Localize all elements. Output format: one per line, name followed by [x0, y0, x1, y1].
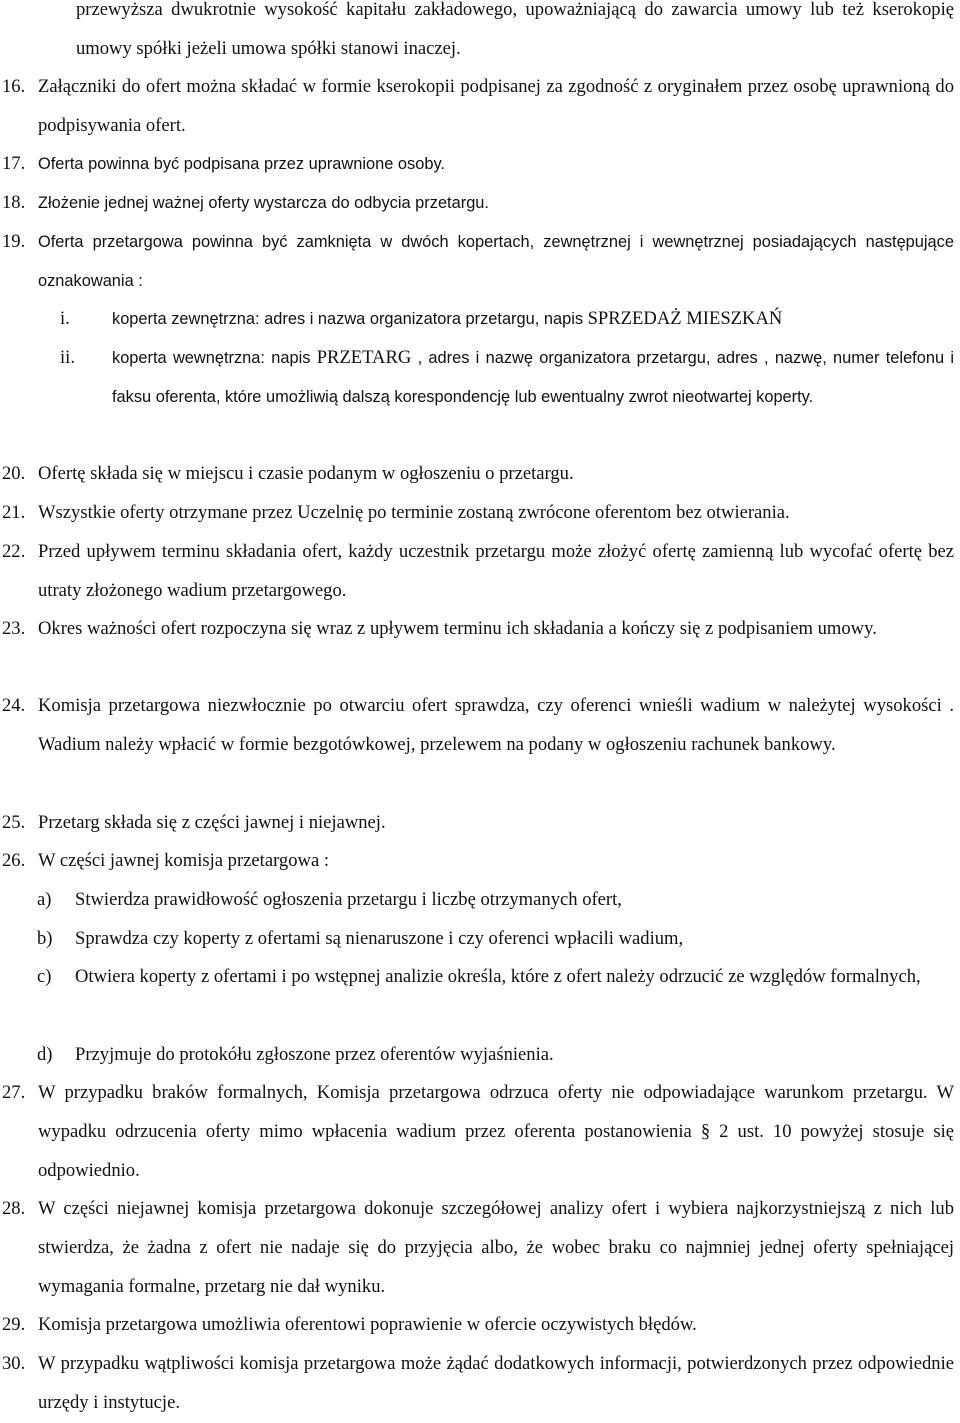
- list-item-30: [0, 1345, 954, 1423]
- item-text: W przypadku braków formalnych, Komisja przetargowa odrzuca oferty nie odpowiadające warunkom przetargu. W wypadku odrzucenia oferty mimo wpłacenia wadium przez oferenta postanowienia § 2 ust. 10 powyżej stosuje się odpowiednio.: [38, 1082, 954, 1181]
- list-item-b: [0, 920, 954, 959]
- list-item-21: [0, 494, 954, 533]
- list-item-16: [0, 68, 954, 146]
- item-number: 21.: [2, 502, 26, 523]
- list-item-c: [0, 958, 954, 997]
- item-text: Sprawdza czy koperty z ofertami są nienaruszone i czy oferenci wpłacili wadium,: [75, 928, 684, 949]
- list-item-28: [0, 1190, 954, 1306]
- item-text: Oferta powinna być podpisana przez uprawnione osoby.: [38, 155, 445, 173]
- item-text: Otwiera koperty z ofertami i po wstępnej analizie określa, które z ofert należy odrzucić ze względów formalnych,: [75, 966, 921, 987]
- item-text: Złożenie jednej ważnej oferty wystarcza do odbycia przetargu.: [38, 194, 489, 212]
- list-item-25: [0, 804, 954, 843]
- item-number: 27.: [2, 1082, 26, 1103]
- list-item-a: [0, 881, 954, 920]
- list-item-24: [0, 687, 954, 765]
- item-number: 20.: [2, 463, 26, 484]
- item-number: 25.: [2, 812, 26, 833]
- list-item-22: [0, 533, 954, 611]
- item-letter: d): [37, 1044, 53, 1065]
- item-number: 24.: [2, 695, 26, 716]
- paragraph-continuation: [0, 0, 954, 69]
- list-item-26: [0, 842, 954, 881]
- item-text: Przed upływem terminu składania ofert, każdy uczestnik przetargu może złożyć ofertę zamienną lub wycofać ofertę bez utraty złożonego wadium przetargowego.: [38, 541, 954, 601]
- item-number: 19.: [2, 231, 26, 252]
- item-number: 30.: [2, 1353, 26, 1374]
- item-text: W części jawnej komisja przetargowa :: [38, 850, 330, 871]
- item-number: 18.: [2, 192, 26, 213]
- item-text: Komisja przetargowa niezwłocznie po otwarciu ofert sprawdza, czy oferenci wnieśli wadium w należytej wysokości . Wadium należy wpłacić w formie bezgotówkowej, przelewem na podany w ogłoszeniu rachunek bankowy.: [38, 695, 954, 755]
- item-number: i.: [60, 308, 70, 329]
- paragraph-text: przewyższa dwukrotnie wysokość kapitału zakładowego, upoważniającą do zawarcia umowy lub też kserokopię umowy spółki jeżeli umowa spółki stanowi inaczej.: [76, 0, 954, 59]
- item-letter: b): [37, 928, 53, 949]
- item-text: Przyjmuje do protokółu zgłoszone przez oferentów wyjaśnienia.: [75, 1044, 554, 1065]
- item-text: Wszystkie oferty otrzymane przez Uczelnię po terminie zostaną zwrócone oferentom bez otwierania.: [38, 502, 790, 523]
- item-number: ii.: [60, 347, 75, 368]
- list-item-23: [0, 610, 954, 649]
- item-number: 16.: [2, 76, 26, 97]
- list-item-i: [0, 300, 954, 339]
- item-number: 22.: [2, 541, 26, 562]
- list-item-27: [0, 1074, 954, 1190]
- item-text: koperta zewnętrzna: adres i nazwa organizatora przetargu, napis SPRZEDAŻ MIESZKAŃ: [112, 308, 783, 329]
- item-text: Załączniki do ofert można składać w formie kserokopii podpisanej za zgodność z oryginałem przez osobę uprawnioną do podpisywania ofert.: [38, 76, 954, 136]
- item-text: koperta wewnętrzna: napis PRZETARG , adres i nazwę organizatora przetargu, adres , nazwę, numer telefonu i faksu oferenta, które umożliwią dalszą korespondencję lub ewentualny zwrot nieotwartej koperty.: [112, 347, 954, 406]
- item-number: 17.: [2, 153, 26, 174]
- item-text: Okres ważności ofert rozpoczyna się wraz z upływem terminu ich składania a kończy się z podpisaniem umowy.: [38, 618, 877, 639]
- list-item-29: [0, 1306, 954, 1345]
- list-item-18: [0, 184, 954, 223]
- item-number: 26.: [2, 850, 26, 871]
- item-number: 23.: [2, 618, 26, 639]
- list-item-17: [0, 145, 954, 184]
- item-text: Przetarg składa się z części jawnej i niejawnej.: [38, 812, 386, 833]
- item-text: W przypadku wątpliwości komisja przetargowa może żądać dodatkowych informacji, potwierdzonych przez odpowiednie urzędy i instytucje.: [38, 1353, 954, 1413]
- item-letter: a): [37, 889, 52, 910]
- list-item-d: [0, 1036, 954, 1075]
- item-number: 28.: [2, 1198, 26, 1219]
- item-text: W części niejawnej komisja przetargowa dokonuje szczegółowej analizy ofert i wybiera najkorzystniejszą z nich lub stwierdza, że żadna z ofert nie nadaje się do przyjęcia albo, że wobec braku co najmniej jednej oferty spełniającej wymagania formalne, przetarg nie dał wyniku.: [38, 1198, 954, 1297]
- item-number: 29.: [2, 1314, 26, 1335]
- item-text: Stwierdza prawidłowość ogłoszenia przetargu i liczbę otrzymanych ofert,: [75, 889, 622, 910]
- item-text: Ofertę składa się w miejscu i czasie podanym w ogłoszeniu o przetargu.: [38, 463, 574, 484]
- list-item-19: [0, 223, 954, 301]
- item-text: Oferta przetargowa powinna być zamknięta w dwóch kopertach, zewnętrznej i wewnętrznej posiadających następujące oznakowania :: [38, 233, 954, 290]
- list-item-20: [0, 455, 954, 494]
- item-text: Komisja przetargowa umożliwia oferentowi poprawienie w ofercie oczywistych błędów.: [38, 1314, 697, 1335]
- list-item-ii: [0, 339, 954, 417]
- item-letter: c): [37, 966, 52, 987]
